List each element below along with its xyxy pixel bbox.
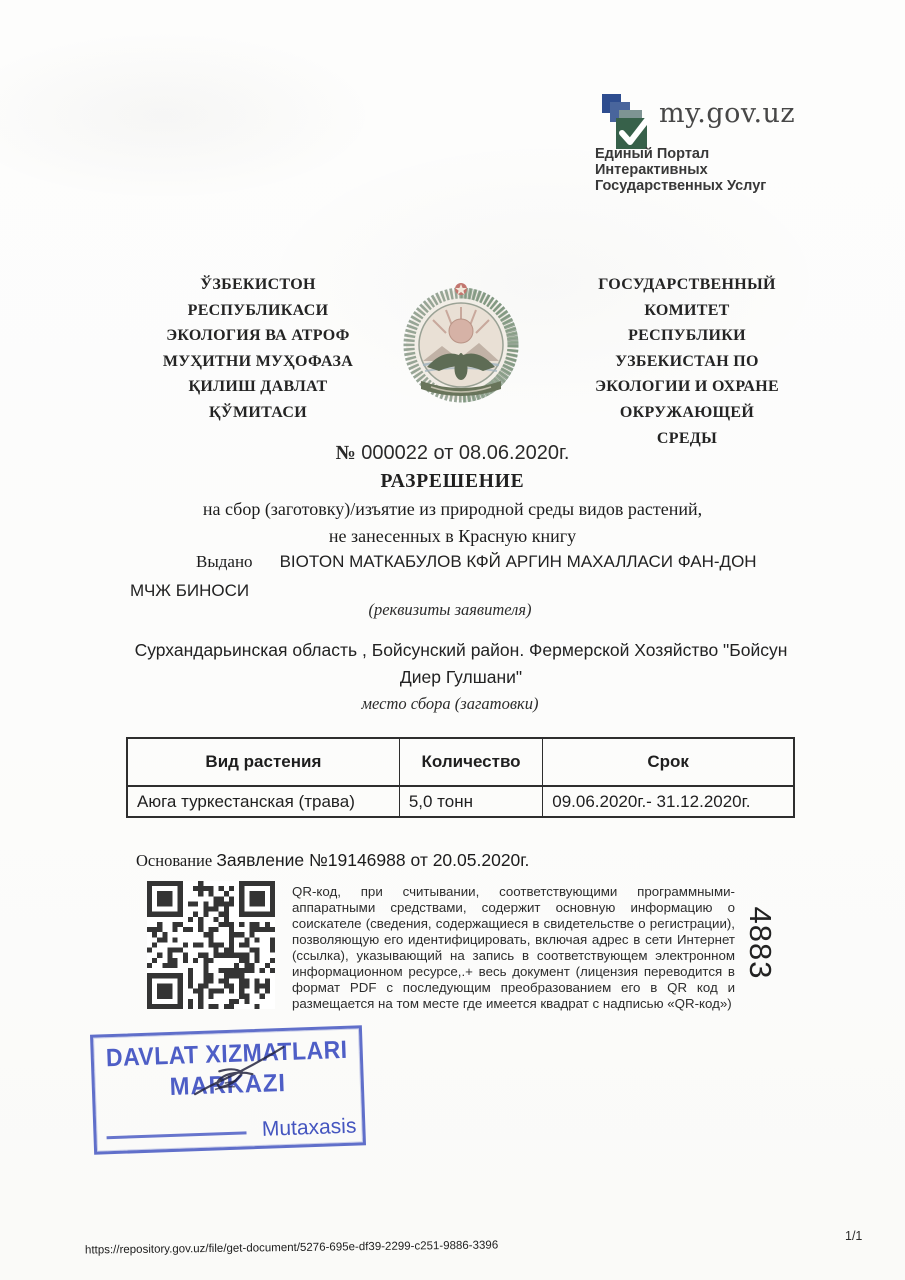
applicant-requisites-caption: (реквизиты заявителя) <box>368 600 532 619</box>
portal-subtitle <box>595 146 766 195</box>
stamp-signer-label: Mutaxasis <box>261 1114 357 1141</box>
table-row <box>127 786 794 817</box>
document-number: № 000022 от 08.06.2020г. <box>335 442 570 464</box>
number-sign: № <box>335 442 356 464</box>
stamp-rule-line <box>107 1131 247 1139</box>
mygovuz-logo-icon <box>597 94 653 152</box>
column-header-quantity: Количество <box>399 738 542 786</box>
portal-subtitle-line: Государственных Услуг <box>595 178 767 195</box>
issuing-authority-russian: ГОСУДАРСТВЕННЫЙ КОМИТЕТ РЕСПУБЛИКИ УЗБЕКИСТАН ПО ЭКОЛОГИИ И ОХРАНЕ ОКРУЖАЮЩЕЙ СРЕДЫ <box>595 276 779 447</box>
state-services-stamp <box>90 1025 366 1154</box>
repository-url: https://repository.gov.uz/file/get-document/5276-695e-df39-2299-c251-9886-3396 <box>84 1239 499 1257</box>
column-header-plant-type: Вид растения <box>127 738 399 786</box>
portal-subtitle-line: Интерактивных <box>595 162 708 179</box>
issued-to-paragraph <box>130 548 794 605</box>
stamp-line1: DAVLAT XIZMATLARI <box>105 1035 348 1073</box>
document-title: РАЗРЕШЕНИЕ <box>380 471 525 492</box>
qr-description: QR-код, при считывании, соответствующими программными-аппаратными средствами, содержит основную информацию о соискателе (сведения, содержащиеся в свидетельстве о регистрации), позволяющую его идентифицировать, включая адрес в сети Интернет (ссылка), указывающий на запись в соответствующем электронном информационном ресурсе,.+ весь документ (лицензия переводится в формат PDF с последующим преобразованием его в QR код и размещается на том месте где имеется квадрат с надписью «QR-код») <box>292 884 735 1011</box>
qr-code <box>147 881 275 1009</box>
cell-plant-type: Аюга туркестанская (трава) <box>127 786 399 817</box>
issued-label: Выдано <box>196 552 253 571</box>
cell-term: 09.06.2020г.- 31.12.2020г. <box>543 786 794 817</box>
collection-place-caption: место сбора (загатовки) <box>361 694 539 713</box>
permit-table <box>126 737 795 818</box>
stamp-line2: MARKAZI <box>169 1068 287 1102</box>
portal-subtitle-line: Единый Портал <box>595 146 710 162</box>
side-registration-number: 4883 <box>743 906 778 980</box>
cell-quantity: 5,0 тонн <box>399 786 542 817</box>
collection-place-value: Сурхандарьинская область , Бойсунский район. Фермерской Хозяйство "Бойсун Диер Гулшани" <box>134 640 788 688</box>
document-subtitle-line2: не занесенных в Красную книгу <box>328 526 577 546</box>
basis-line <box>136 850 529 871</box>
issued-value: BIOTON МАТКАБУЛОВ КФЙ АРГИН МАХАЛЛАСИ ФАН-ДОН МЧЖ БИНОСИ <box>130 552 757 600</box>
issuing-authority-uzbek: ЎЗБЕКИСТОН РЕСПУБЛИКАСИ ЭКОЛОГИЯ ВА АТРОФ МУҲИТНИ МУҲОФАЗА ҚИЛИШ ДАВЛАТ ҚЎМИТАСИ <box>162 276 354 421</box>
basis-label: Основание <box>136 851 213 870</box>
column-header-term: Срок <box>543 738 794 786</box>
uzbekistan-state-emblem <box>397 281 525 409</box>
basis-value: Заявление №19146988 от 20.05.2020г. <box>216 850 530 870</box>
mygovuz-logo-title: my.gov.uz <box>659 98 796 129</box>
table-header-row <box>127 738 794 786</box>
document-subtitle-line1: на сбор (заготовку)/изъятие из природной среды видов растений, <box>202 499 703 519</box>
page-indicator: 1/1 <box>845 1229 863 1243</box>
